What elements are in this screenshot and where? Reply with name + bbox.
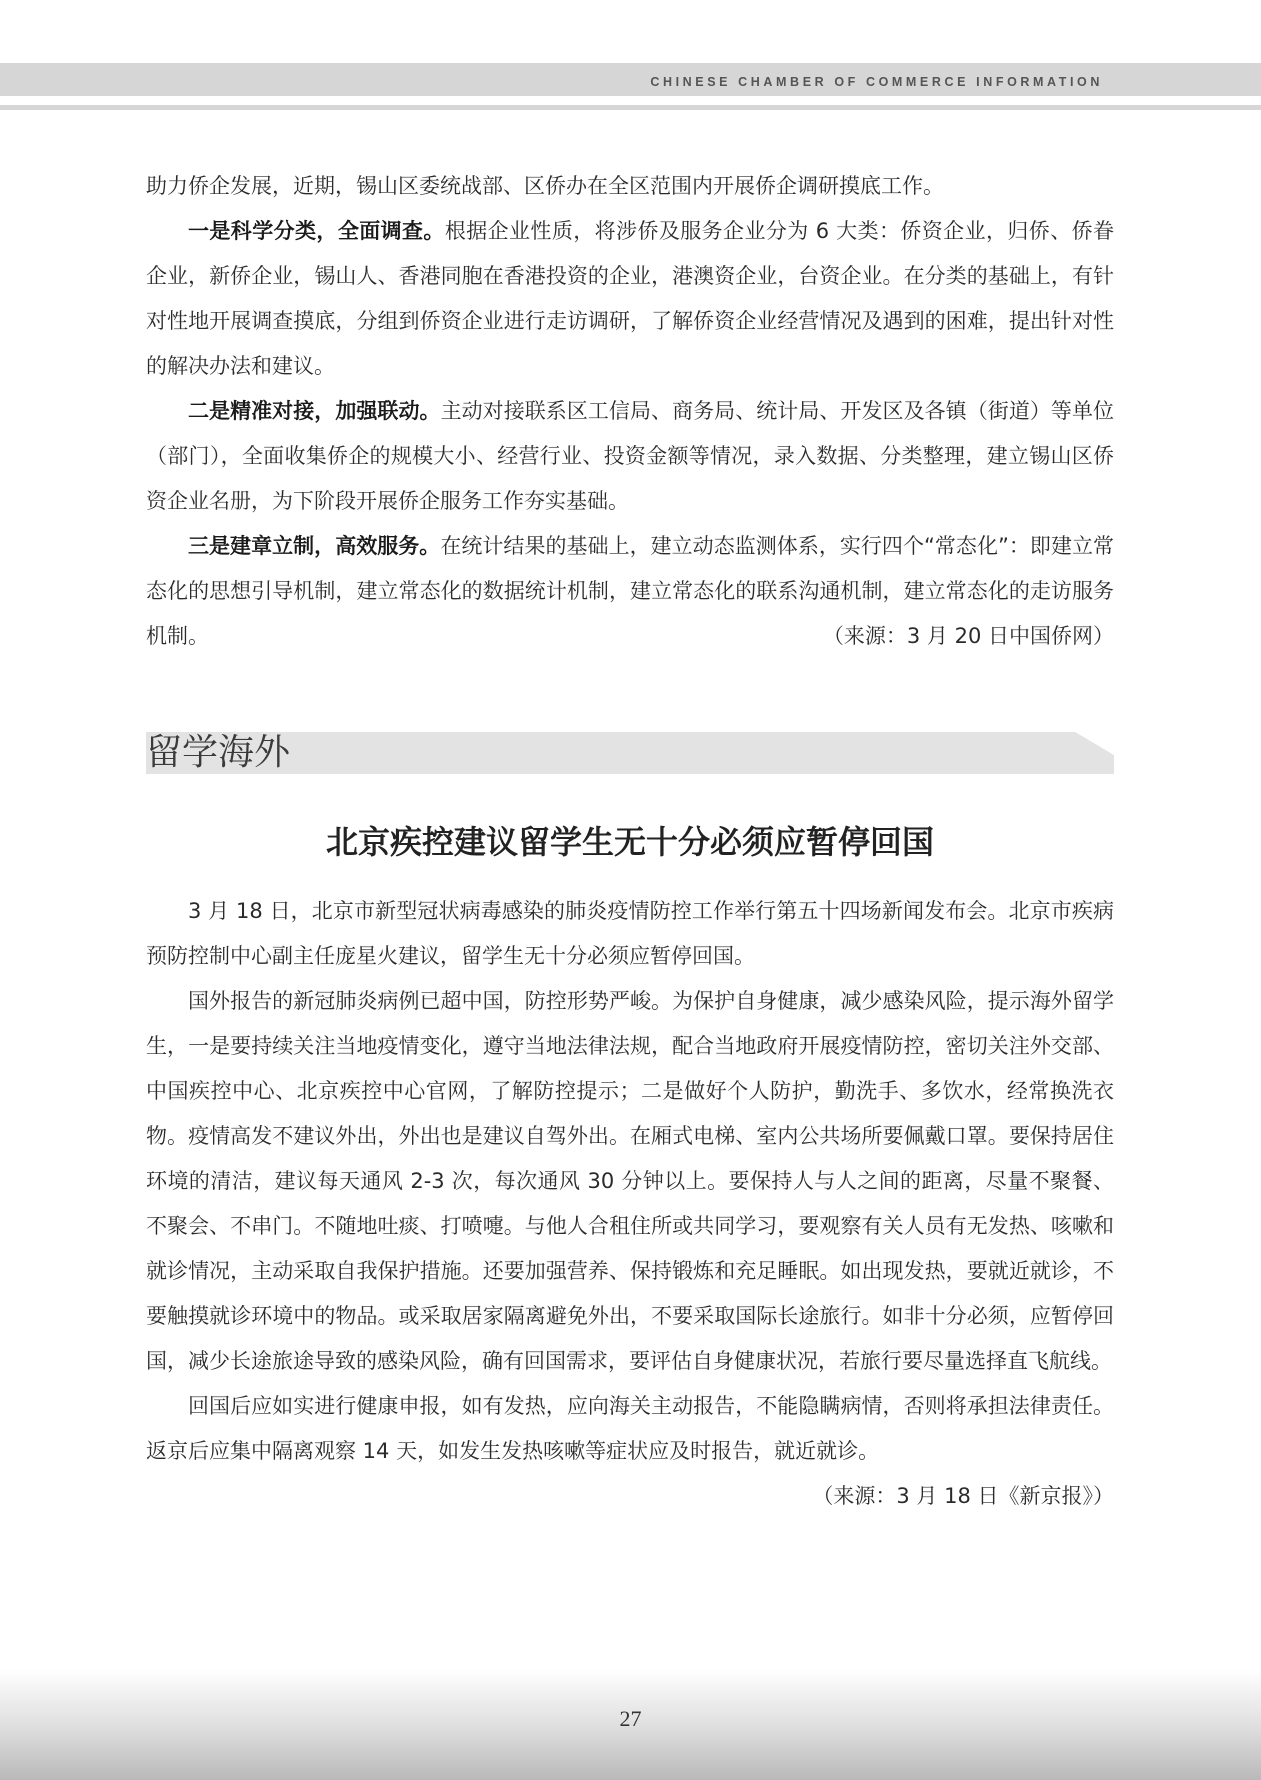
page-number: 27 xyxy=(619,1706,642,1731)
article-paragraph: 回国后应如实进行健康申报，如有发热，应向海关主动报告，不能隐瞒病情，否则将承担法律责任。返京后应集中隔离观察 14 天，如发生发热咳嗽等症状应及时报告，就近就诊。 xyxy=(146,1394,1114,1463)
article-overseas-chinese-enterprises xyxy=(146,164,1114,659)
section-band xyxy=(146,732,1114,774)
article-paragraph: 助力侨企发展，近期，锡山区委统战部、区侨办在全区范围内开展侨企调研摸底工作。 xyxy=(146,174,944,198)
header-rule xyxy=(0,105,1261,110)
paragraph-body: 根据企业性质，将涉侨及服务企业分为 6 大类：侨资企业，归侨、侨眷企业，新侨企业，锡山人、香港同胞在香港投资的企业，港澳资企业，台资企业。在分类的基础上，有针对性地开展调查摸底，分组到侨资企业进行走访调研，了解侨资企业经营情况及遇到的困难，提出针对性的解决办法和建议。 xyxy=(146,219,1114,378)
paragraph-lead: 一是科学分类，全面调查。 xyxy=(188,219,445,243)
article-title: 北京疾控建议留学生无十分必须应暂停回国 xyxy=(325,823,934,861)
section-title: 留学海外 xyxy=(146,732,291,773)
article-study-abroad xyxy=(146,889,1114,1519)
article-paragraph xyxy=(146,389,1114,524)
article-paragraph: 3 月 18 日，北京市新型冠状病毒感染的肺炎疫情防控工作举行第五十四场新闻发布会。北京市疾病预防控制中心副主任庞星火建议，留学生无十分必须应暂停回国。 xyxy=(146,899,1114,968)
paragraph-lead: 三是建章立制，高效服务。 xyxy=(188,534,441,558)
publication-header: CHINESE CHAMBER OF COMMERCE INFORMATION xyxy=(650,75,1103,89)
article-source: （来源：3 月 20 日中国侨网） xyxy=(822,624,1114,648)
article-paragraph: 国外报告的新冠肺炎病例已超中国，防控形势严峻。为保护自身健康，减少感染风险，提示海外留学生，一是要持续关注当地疫情变化，遵守当地法律法规，配合当地政府开展疫情防控，密切关注外交部、中国疾控中心、北京疾控中心官网，了解防控提示；二是做好个人防护，勤洗手、多饮水，经常换洗衣物。疫情高发不建议外出，外出也是建议自驾外出。在厢式电梯、室内公共场所要佩戴口罩。要保持居住环境的清洁，建议每天通风 2-3 次，每次通风 30 分钟以上。要保持人与人之间的距离，尽量不聚餐、不聚会、不串门。不随地吐痰、打喷嚏。与他人合租住所或共同学习，要观察有关人员有无发热、咳嗽和就诊情况，主动采取自我保护措施。还要加强营养、保持锻炼和充足睡眠。如出现发热，要就近就诊，不要触摸就诊环境中的物品。或采取居家隔离避免外出，不要采取国际长途旅行。如非十分必须，应暂停回国，减少长途旅途导致的感染风险，确有回国需求，要评估自身健康状况，若旅行要尽量选择直飞航线。 xyxy=(146,989,1114,1373)
paragraph-body: 在统计结果的基础上，建立动态监测体系，实行四个“常态化”：即建立常态化的思想引导机制，建立常态化的数据统计机制，建立常态化的联系沟通机制，建立常态化的走访服务机制。 xyxy=(146,534,1114,648)
paragraph-body: 主动对接联系区工信局、商务局、统计局、开发区及各镇（街道）等单位（部门），全面收集侨企的规模大小、经营行业、投资金额等情况，录入数据、分类整理，建立锡山区侨资企业名册，为下阶段开展侨企服务工作夯实基础。 xyxy=(146,399,1115,513)
article-source: （来源：3 月 18 日《新京报》） xyxy=(812,1484,1114,1508)
article-paragraph xyxy=(146,209,1114,389)
paragraph-lead: 二是精准对接，加强联动。 xyxy=(188,399,441,423)
